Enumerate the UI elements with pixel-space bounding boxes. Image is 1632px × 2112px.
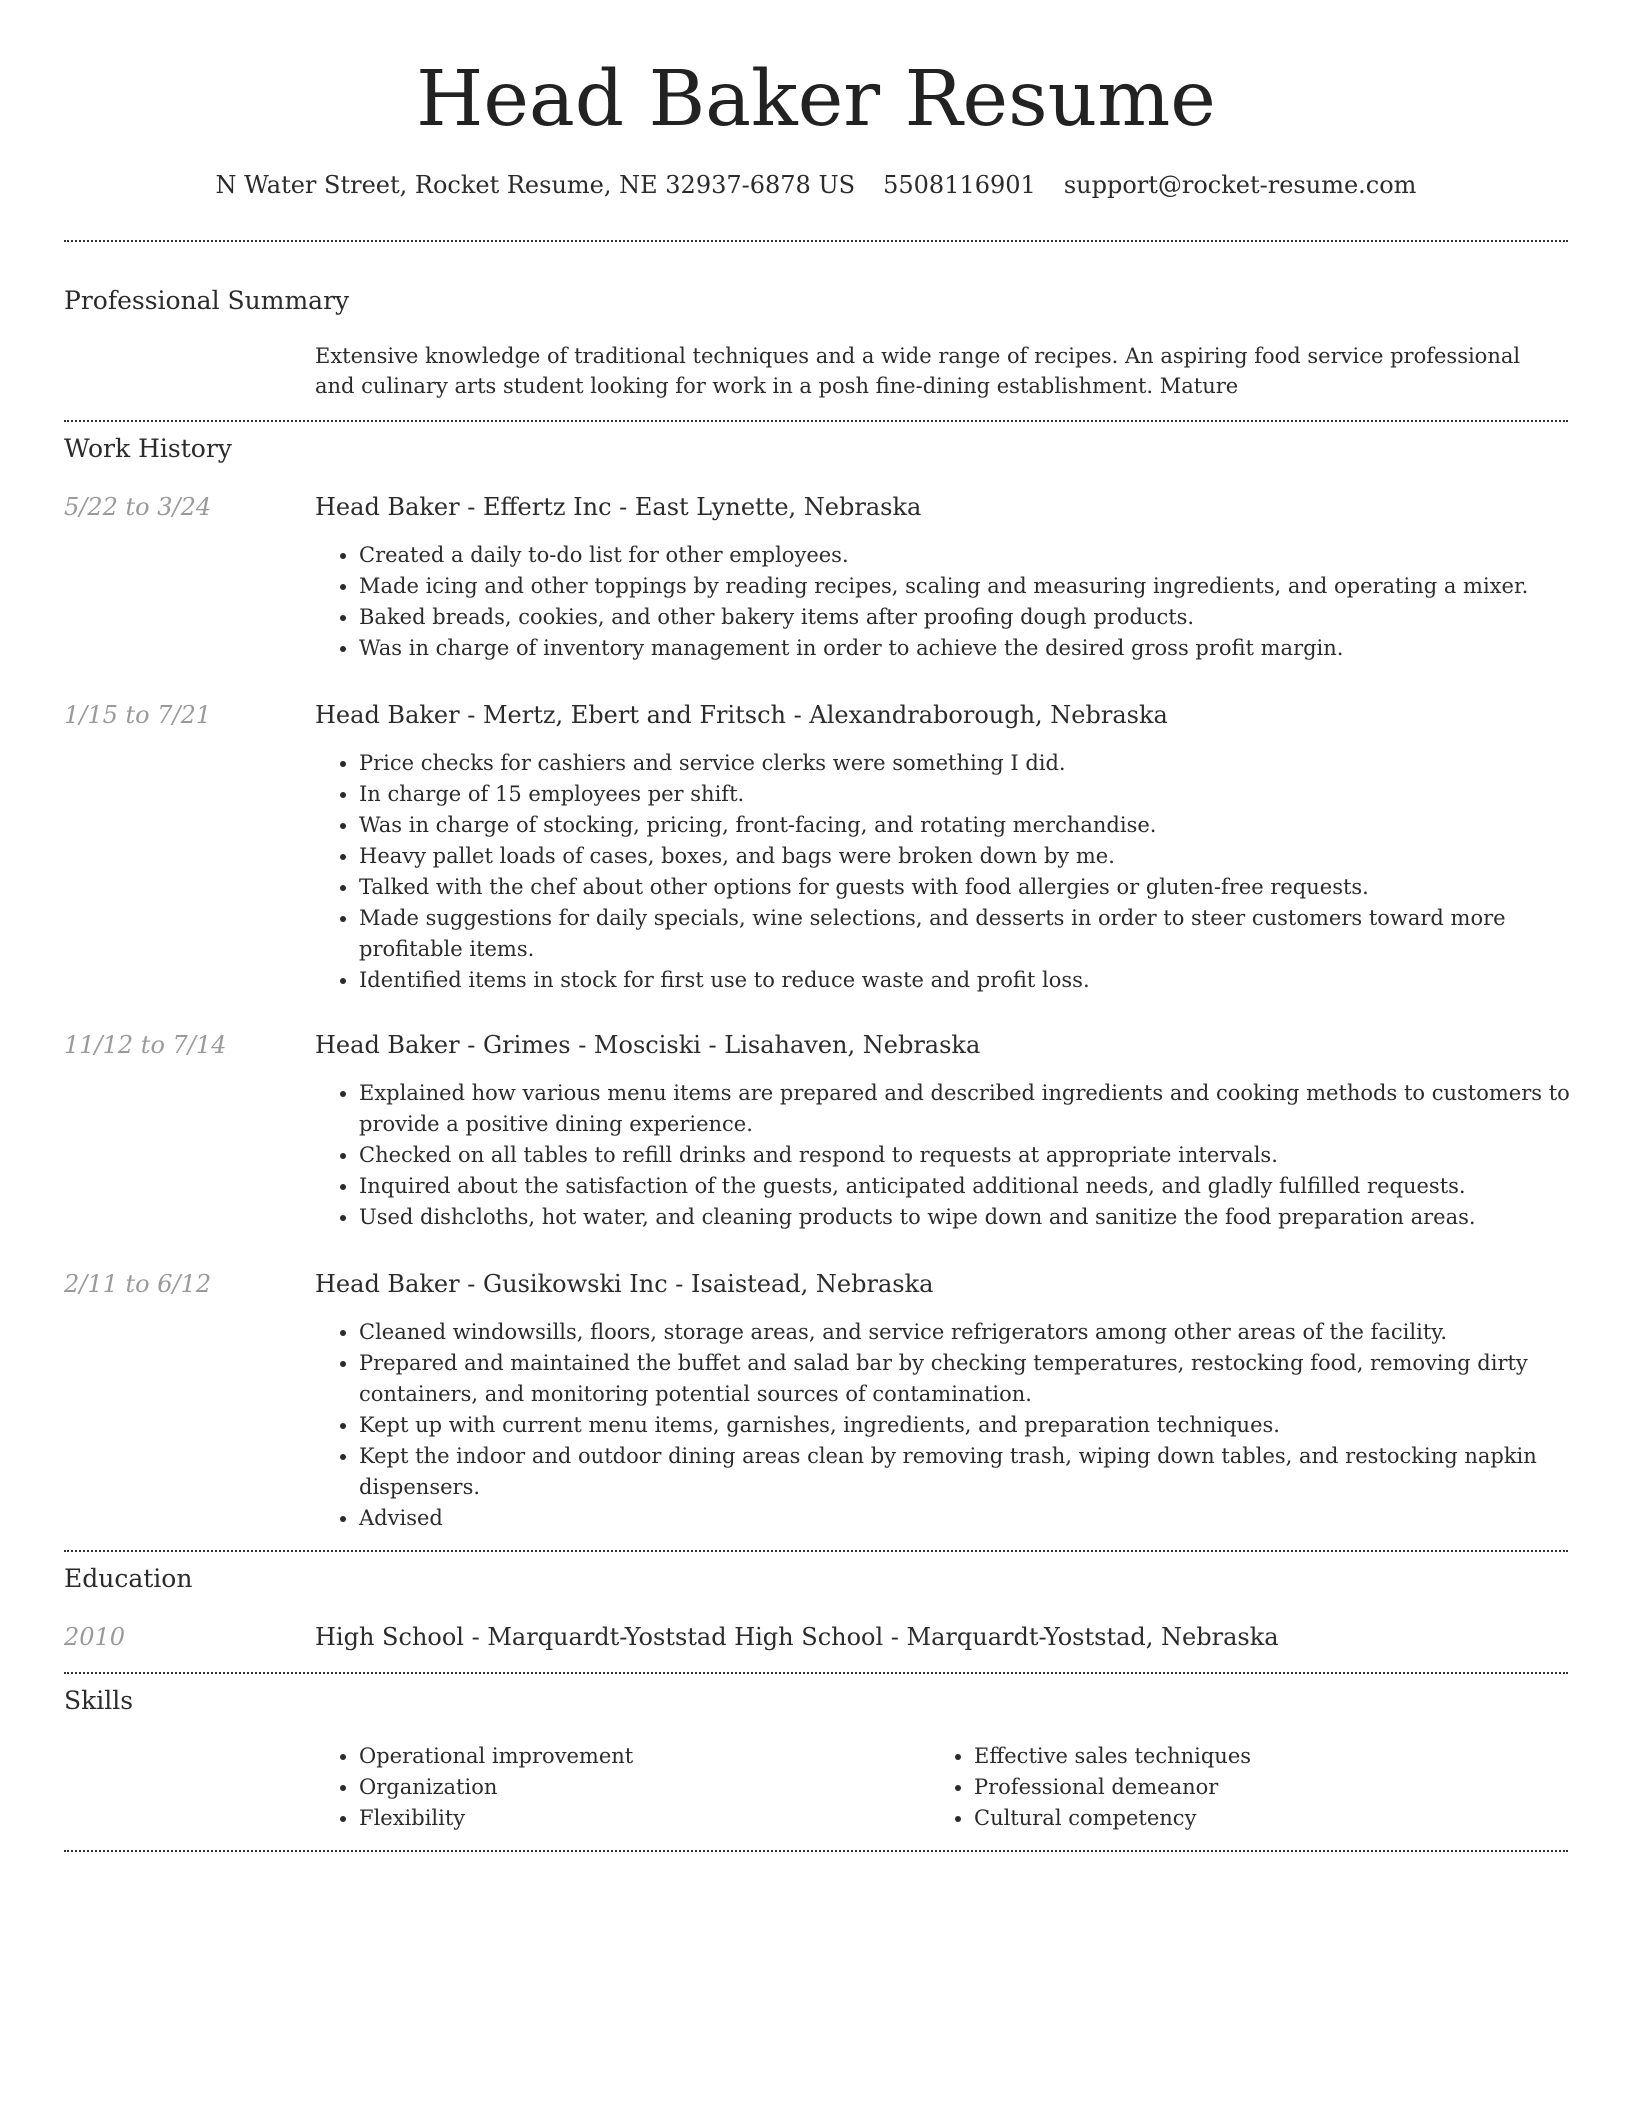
job-bullet: • Cleaned windowsills, floors, storage areas, and service refrigerators among other areas of the facility. <box>359 1317 1612 1348</box>
skill-item: • Cultural competency <box>974 1803 1544 1834</box>
skill-item: • Flexibility <box>359 1803 929 1834</box>
job-bullet: • Identified items in stock for first use to reduce waste and profit loss. <box>359 965 1612 996</box>
job-title: Head Baker - Effertz Inc - East Lynette, Nebraska <box>315 493 922 521</box>
contact-phone: 5508116901 <box>883 171 1036 199</box>
education-year: 2010 <box>64 1623 126 1651</box>
header-divider <box>64 240 1568 242</box>
job-title: Head Baker - Gusikowski Inc - Isaistead, Nebraska <box>315 1270 934 1298</box>
job-title: Head Baker - Grimes - Mosciski - Lisahaven, Nebraska <box>315 1031 981 1059</box>
contact-email: support@rocket-resume.com <box>1063 171 1417 199</box>
skill-item: • Professional demeanor <box>974 1772 1544 1803</box>
job-bullet: • Used dishcloths, hot water, and cleaning products to wipe down and sanitize the food preparation areas. <box>359 1202 1612 1233</box>
job-bullet: • Price checks for cashiers and service clerks were something I did. <box>359 748 1612 779</box>
job-title: Head Baker - Mertz, Ebert and Fritsch - Alexandraborough, Nebraska <box>315 701 1168 729</box>
summary-text: Extensive knowledge of traditional techniques and a wide range of recipes. An aspiring food service professional and culinary arts student looking for work in a posh fine-dining establishment. Mature <box>315 344 1521 398</box>
skill-item: • Effective sales techniques <box>974 1741 1544 1772</box>
job-bullet: • Made icing and other toppings by reading recipes, scaling and measuring ingredients, and operating a mixer. <box>359 571 1612 602</box>
skills-list-right <box>930 1741 1544 1834</box>
job-bullet: • Heavy pallet loads of cases, boxes, and bags were broken down by me. <box>359 841 1612 872</box>
education-heading: Education <box>64 1564 193 1593</box>
job-bullet: • Created a daily to-do list for other employees. <box>359 540 1612 571</box>
job-bullet: • Prepared and maintained the buffet and salad bar by checking temperatures, restocking food, removing dirty containers, and monitoring potential sources of contamination. <box>359 1348 1612 1410</box>
education-divider <box>64 1672 1568 1674</box>
job-bullets <box>315 540 1612 664</box>
contact-line <box>64 168 1568 202</box>
job-bullet: • Inquired about the satisfaction of the guests, anticipated additional needs, and gladly fulfilled requests. <box>359 1171 1612 1202</box>
skills-heading: Skills <box>64 1686 134 1715</box>
job-bullets <box>315 1317 1612 1534</box>
skills-list-left <box>315 1741 929 1834</box>
job-bullet: • Checked on all tables to refill drinks and respond to requests at appropriate intervals. <box>359 1140 1612 1171</box>
skills-divider <box>64 1850 1568 1852</box>
job-bullet: • In charge of 15 employees per shift. <box>359 779 1612 810</box>
job-dates: 5/22 to 3/24 <box>64 493 212 521</box>
job-bullet: • Baked breads, cookies, and other bakery items after proofing dough products. <box>359 602 1612 633</box>
job-bullet: • Talked with the chef about other options for guests with food allergies or gluten-free requests. <box>359 872 1612 903</box>
page-title: Head Baker Resume <box>416 55 1216 144</box>
job-bullet: • Made suggestions for daily specials, wine selections, and desserts in order to steer customers toward more profitable items. <box>359 903 1612 965</box>
job-bullet: • Kept up with current menu items, garnishes, ingredients, and preparation techniques. <box>359 1410 1612 1441</box>
summary-heading: Professional Summary <box>64 286 350 315</box>
summary-divider <box>64 420 1568 422</box>
job-bullets <box>315 1078 1612 1233</box>
work-history-divider <box>64 1550 1568 1552</box>
skill-item: • Organization <box>359 1772 929 1803</box>
job-bullet: • Explained how various menu items are prepared and described ingredients and cooking methods to customers to provide a positive dining experience. <box>359 1078 1612 1140</box>
job-bullet: • Was in charge of inventory management in order to achieve the desired gross profit margin. <box>359 633 1612 664</box>
job-bullets <box>315 748 1612 996</box>
job-dates: 2/11 to 6/12 <box>64 1270 212 1298</box>
job-bullet: • Advised <box>359 1503 1612 1534</box>
job-dates: 11/12 to 7/14 <box>64 1031 227 1059</box>
education-entry: High School - Marquardt-Yoststad High School - Marquardt-Yoststad, Nebraska <box>315 1623 1279 1651</box>
job-dates: 1/15 to 7/21 <box>64 701 212 729</box>
contact-address: N Water Street, Rocket Resume, NE 32937-6878 US <box>215 171 856 199</box>
work-history-heading: Work History <box>64 434 232 463</box>
job-bullet: • Kept the indoor and outdoor dining areas clean by removing trash, wiping down tables, and restocking napkin dispensers. <box>359 1441 1612 1503</box>
skill-item: • Operational improvement <box>359 1741 929 1772</box>
job-bullet: • Was in charge of stocking, pricing, front-facing, and rotating merchandise. <box>359 810 1612 841</box>
